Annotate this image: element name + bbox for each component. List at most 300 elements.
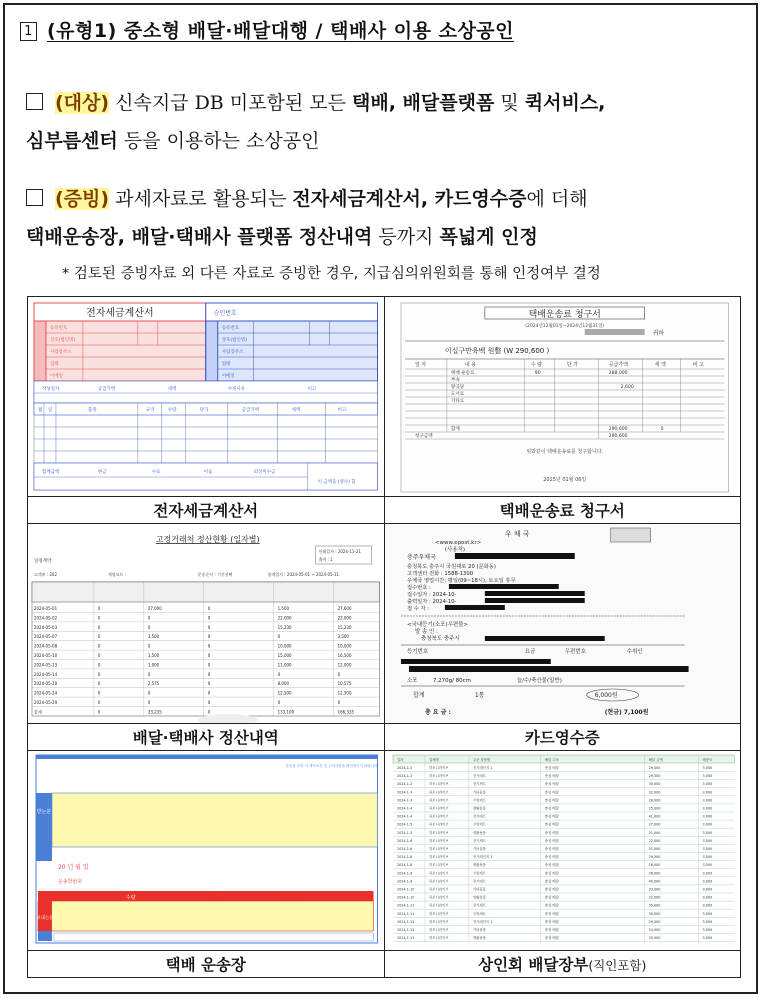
settlement-cell: 0: [97, 671, 101, 677]
ledger-cell: 하모니라이브: [428, 863, 448, 868]
svg-text:수표: 수표: [151, 469, 161, 476]
ledger-cell: 충청 배달: [544, 903, 559, 908]
svg-text:충주우체국: 충주우체국: [406, 553, 436, 562]
settlement-cell: 133,100: [277, 709, 295, 715]
svg-text:운임: 운임: [207, 894, 218, 902]
svg-text:늘/수/축산물(일반): 늘/수/축산물(일반): [516, 677, 562, 685]
svg-text:이메일: 이메일: [49, 373, 63, 380]
settlement-cell: 0: [147, 643, 151, 649]
ledger-cell: 충청 배달: [544, 838, 559, 843]
settlement-cell: 11,000: [277, 662, 292, 668]
svg-text:우 체 국: 우 체 국: [504, 529, 530, 539]
settlement-cell: 10,000: [337, 643, 352, 649]
settlement-cell: 0: [337, 699, 341, 706]
svg-text:충청북도 충주시 국원대로 20 (문화동): 충청북도 충주시 국원대로 20 (문화동): [406, 563, 496, 571]
svg-text:수정사유: 수정사유: [227, 386, 246, 393]
svg-text:(2024년12월01일~2024년12월31일): (2024년12월01일~2024년12월31일): [524, 323, 604, 330]
ledger-cell: 2024-1-4: [396, 814, 412, 819]
ledger-cell: 생활용품: [472, 936, 486, 941]
svg-text:2,600: 2,600: [620, 384, 634, 391]
ledger-cell: 생활용품: [472, 863, 486, 868]
ledger-header-cell: 업체명: [428, 757, 439, 763]
ledger-cell: 충청 배달: [544, 855, 559, 860]
settlement-cell: 0: [207, 681, 211, 687]
svg-text:고객센터 전화 : 1588-1300: 고객센터 전화 : 1588-1300: [406, 570, 473, 578]
ledger-cell: 2024-1-3: [396, 798, 412, 803]
settlement-cell: 0: [207, 643, 211, 649]
target-text: 등을 이용하는 소상공인: [117, 130, 320, 152]
card-receipt-image: [384, 524, 741, 724]
ledger-cell: 전기세트: [472, 838, 486, 843]
svg-text:단 가: 단 가: [566, 361, 578, 369]
svg-text:등록번호: 등록번호: [49, 325, 68, 332]
target-text: 및: [494, 92, 525, 114]
settlement-cell: 0: [207, 624, 211, 630]
delivery-bill-image: [384, 297, 741, 497]
settlement-cell: 16,500: [337, 652, 352, 659]
ledger-cell: 2024-1-2: [396, 774, 412, 779]
svg-text:상호(법인명): 상호(법인명): [221, 337, 247, 344]
ledger-cell: 22,000: [648, 895, 660, 900]
settlement-cell: 2024-05-20: [33, 681, 58, 687]
svg-text:총 요 금 :: 총 요 금 :: [424, 708, 451, 717]
ledger-cell: 35,000: [648, 903, 660, 908]
ledger-cell: 충청 배달: [544, 765, 559, 771]
settlement-cell: 0: [147, 671, 151, 677]
ledger-cell: 2024-1-11: [396, 911, 414, 916]
svg-text:운송순서 : 기간선택: 운송순서 : 기간선택: [197, 571, 233, 578]
svg-text:등기번호: 등기번호: [406, 648, 428, 656]
ledger-cell: 하모니라이브: [428, 871, 448, 876]
ledger-cell: 기타물품: [472, 887, 486, 892]
ledger-cell: 생활용품: [472, 806, 486, 811]
settlement-cell: 0: [97, 662, 101, 668]
ledger-cell: 2024-1-10: [396, 887, 414, 892]
ledger-cell: 31,000: [648, 846, 660, 852]
target-bold: 택배, 배달플랫폼: [352, 92, 495, 114]
ledger-cell: 충청 배달: [544, 846, 559, 852]
ledger-cell: 충청 배달: [544, 871, 559, 876]
ledger-cell: 2024-1-4: [396, 806, 412, 811]
ledger-cell: 20,000: [648, 936, 660, 941]
ledger-cell: 24,000: [648, 927, 660, 933]
proof-text: 등까지: [372, 226, 440, 248]
ledger-cell: 3,000: [702, 838, 712, 843]
svg-text:비 고: 비 고: [692, 361, 704, 369]
svg-text:우체국 영업시간: 평일(09~18시), 토요일 휴무: 우체국 영업시간: 평일(09~18시), 토요일 휴무: [406, 577, 516, 585]
ledger-cell: 3,000: [702, 782, 712, 787]
svg-text:단가: 단가: [199, 407, 209, 414]
settlement-cell: 3,500: [337, 634, 349, 640]
ledger-cell: 하모니라이브: [428, 927, 448, 933]
svg-text:(사용처): (사용처): [444, 546, 465, 554]
settlement-cell: 2024-05-24: [33, 690, 58, 696]
svg-text:이십구만육백 원整 (W 290,600 ): 이십구만육백 원整 (W 290,600 ): [444, 346, 549, 356]
ledger-cell: 18,000: [648, 863, 660, 868]
ledger-cell: 2024-1-13: [396, 936, 414, 941]
ledger-cell: 기타물품: [472, 927, 486, 933]
svg-text:업태: 업태: [49, 361, 59, 368]
svg-text:승인번호: 승인번호: [213, 309, 237, 318]
svg-text:세 액: 세 액: [654, 361, 666, 369]
svg-text:상호(법인명): 상호(법인명): [49, 337, 76, 344]
settlement-cell: 0: [147, 690, 151, 696]
waybill-image: [28, 751, 385, 951]
ledger-cell: 30,000: [648, 911, 660, 916]
svg-text:접수번호 :: 접수번호 :: [406, 584, 431, 592]
svg-text:수 량: 수 량: [530, 361, 542, 369]
section-heading: [20, 16, 514, 43]
ledger-cell: 29,500: [648, 855, 660, 860]
ledger-cell: 하모니라이브: [428, 887, 448, 892]
svg-text:현금: 현금: [97, 469, 107, 476]
tax-invoice-title: 전자세금계산서: [86, 307, 154, 320]
ledger-cell: 전기레인지 1: [472, 765, 492, 771]
svg-text:청구금액: 청구금액: [414, 433, 433, 440]
ledger-cell: 3,000: [702, 936, 712, 941]
ledger-cell: 충청 배달: [544, 822, 559, 827]
ledger-cell: 전기레인지 1: [472, 855, 492, 860]
ledger-cell: 28,000: [648, 798, 660, 803]
ledger-cell: 2024-1-3: [396, 790, 412, 795]
svg-text:정산방법: 정산방법: [283, 894, 303, 902]
svg-text:수량: 수량: [167, 407, 177, 414]
ledger-cell: 3,000: [702, 887, 712, 892]
svg-text:출력 : 1: 출력 : 1: [318, 556, 333, 563]
settlement-cell: 0: [207, 605, 211, 612]
ledger-header-cell: 배달 금액: [648, 757, 663, 763]
svg-text:90: 90: [534, 370, 541, 377]
settlement-cell: 1,500: [147, 652, 160, 659]
ledger-cell: 하모니라이브: [428, 830, 448, 835]
ledger-cell: 2024-1-9: [396, 879, 412, 884]
settlement-cell: 0: [97, 615, 101, 621]
proof-tag: (증빙): [55, 188, 110, 210]
ledger-cell: 전기세트: [472, 903, 486, 908]
settlement-cell: 2,575: [147, 681, 160, 687]
ledger-cell: 하모니라이브: [428, 895, 448, 900]
settlement-cell: 0: [97, 624, 101, 630]
settlement-cell: 0: [97, 699, 101, 706]
ledger-cell: 충청 배달: [544, 887, 559, 892]
svg-text:<www.epost.kr>: <www.epost.kr>: [434, 539, 481, 547]
svg-text:소포: 소포: [406, 677, 418, 685]
ledger-cell: 3,000: [702, 895, 712, 900]
card-receipt-thumbnail: [385, 524, 741, 723]
ledger-cell: 전기매트: [472, 879, 486, 884]
svg-text:규격: 규격: [145, 407, 155, 414]
ledger-cell: 충청 배달: [544, 782, 559, 787]
svg-text:충청북도 충주시: 충청북도 충주시: [420, 635, 460, 643]
svg-text:왕곡당: 왕곡당: [450, 384, 464, 391]
svg-text:내 용: 내 용: [464, 361, 476, 369]
settlement-cell: 0: [97, 709, 101, 715]
settlement-cell: 0: [97, 605, 101, 612]
ledger-cell: 21,000: [648, 830, 660, 835]
svg-text:합계: 합계: [412, 691, 425, 700]
ledger-cell: 충청 배달: [544, 936, 559, 941]
ledger-cell: 3,000: [702, 790, 712, 795]
settlement-cell: 0: [97, 643, 101, 649]
ledger-cell: 하모니라이브: [428, 919, 448, 924]
proof-bold: 폭넓게 인정: [439, 226, 538, 248]
svg-text:보내는분: 보내는분: [36, 915, 54, 922]
settlement-cell: 0: [277, 634, 281, 640]
settlement-cell: 합계: [33, 709, 42, 715]
caption-ledger-small: (직인포함): [588, 958, 647, 973]
ledger-cell: 3,000: [702, 863, 712, 868]
ledger-cell: 충청 배달: [544, 774, 559, 779]
ledger-cell: 충청 배달: [544, 798, 559, 803]
checkbox-icon: [26, 93, 43, 110]
svg-text:(현금) 7,100원: (현금) 7,100원: [604, 708, 648, 717]
svg-text:세액: 세액: [291, 407, 301, 414]
ledger-cell: 생활용품: [472, 895, 486, 900]
settlement-cell: 0: [147, 615, 151, 621]
ledger-cell: 40,000: [648, 879, 660, 884]
svg-text:일정계약: 일정계약: [33, 558, 52, 565]
settlement-cell: 0: [207, 634, 211, 640]
svg-text:부속: 부속: [450, 377, 460, 384]
svg-text:품목: 품목: [87, 407, 97, 414]
ledger-cell: 25,000: [648, 806, 660, 811]
settlement-cell: 2024-05-14: [33, 671, 58, 677]
target-paragraph: [26, 84, 751, 160]
settlement-cell: 27,600: [337, 605, 352, 612]
ledger-cell: 2024-1-12: [396, 919, 414, 924]
svg-text:1통: 1통: [474, 691, 484, 700]
svg-text:귀하: 귀하: [652, 329, 664, 338]
svg-text:택배운송료 청구서: 택배운송료 청구서: [528, 309, 601, 321]
svg-text:일: 일: [47, 407, 53, 414]
svg-text:요금: 요금: [524, 648, 535, 656]
settlement-cell: 0: [207, 662, 211, 668]
settlement-cell: 22,000: [277, 615, 292, 621]
settlement-cell: 0: [147, 624, 151, 630]
ledger-cell: 하모니라이브: [428, 782, 448, 787]
settlement-cell: 0: [277, 671, 281, 677]
svg-text:외상미수금: 외상미수금: [253, 469, 276, 476]
svg-text:인쇄일자 : 2024-11-21: 인쇄일자 : 2024-11-21: [318, 548, 361, 555]
settlement-cell: 0: [97, 634, 101, 640]
svg-text:이메일: 이메일: [221, 373, 235, 380]
caption-waybill: 택배 운송장: [28, 951, 385, 978]
settlement-image: [28, 524, 385, 724]
ledger-cell: 하모니라이브: [428, 838, 448, 843]
ledger-cell: 충청 배달: [544, 911, 559, 916]
svg-text:공급가액: 공급가액: [97, 386, 116, 393]
ledger-cell: 생활용품: [472, 830, 486, 835]
settlement-cell: 12,000: [337, 662, 352, 668]
ledger-cell: 2024-1-8: [396, 855, 412, 860]
svg-text:290,600: 290,600: [608, 433, 628, 440]
svg-text:우편번호: 우편번호: [564, 648, 586, 656]
settlement-cell: 0: [97, 690, 101, 696]
settlement-cell: 0: [97, 652, 101, 659]
ledger-cell: 29,500: [648, 774, 660, 779]
ledger-cell: 충청 배달: [544, 895, 559, 900]
proof-bold: 전자세금계산서, 카드영수증: [292, 188, 527, 210]
svg-text:0: 0: [660, 426, 664, 433]
settlement-cell: 2024-05-03: [33, 624, 58, 630]
svg-text:공급가액: 공급가액: [241, 407, 260, 414]
ledger-cell: 3,000: [702, 871, 712, 876]
ledger-cell: 3,000: [702, 774, 712, 779]
svg-text:이 금액을 (영수) 함: 이 금액을 (영수) 함: [317, 479, 356, 486]
ledger-cell: 32,000: [648, 790, 660, 795]
ledger-cell: 하모니라이브: [428, 846, 448, 852]
target-text: 신속지급 DB 미포함된 모든: [109, 92, 353, 114]
settlement-cell: 12,500: [337, 690, 352, 696]
svg-text:어음: 어음: [203, 469, 213, 476]
ledger-cell: 전기매트: [472, 774, 486, 779]
ledger-cell: 충청 배달: [544, 830, 559, 835]
settlement-cell: 15,230: [277, 624, 292, 630]
ledger-cell: 29,500: [648, 765, 660, 771]
ledger-cell: 3,000: [702, 927, 712, 933]
settlement-cell: 166,335: [337, 709, 355, 715]
settlement-cell: 2024-05-07: [33, 634, 58, 640]
ledger-cell: 3,000: [702, 798, 712, 803]
ledger-cell: 2024-1-10: [396, 895, 414, 900]
ledger-cell: 26,000: [648, 871, 660, 876]
ledger-cell: 3,000: [702, 903, 712, 908]
settlement-thumbnail: [28, 524, 384, 723]
ledger-cell: 전기매트: [472, 814, 486, 819]
svg-text:공급가액: 공급가액: [608, 361, 628, 369]
settlement-cell: 22,000: [337, 615, 352, 621]
ledger-cell: 30,000: [648, 782, 660, 787]
svg-text:<국내등기(소포)우편물>: <국내등기(소포)우편물>: [406, 621, 468, 629]
settlement-cell: 2024-05-29: [33, 699, 58, 706]
tax-invoice-image: [28, 297, 385, 497]
svg-text:비고: 비고: [307, 386, 317, 393]
ledger-cell: 충청 배달: [544, 919, 559, 924]
svg-text:2025년 01월 06일: 2025년 01월 06일: [542, 476, 586, 484]
ledger-cell: 기타물품: [472, 846, 486, 852]
ledger-cell: 41,000: [648, 814, 660, 819]
heading-text: (유형1) 중소형 배달·배달대행 / 택배사 이용 소상공인: [47, 20, 515, 42]
ledger-cell: 하모니라이브: [428, 790, 448, 795]
svg-text:도서료: 도서료: [450, 391, 464, 398]
svg-text:합계일자 : 2024-05-01 ~ 2024-05-31: 합계일자 : 2024-05-01 ~ 2024-05-31: [267, 571, 340, 578]
ledger-cell: 22,000: [648, 838, 660, 843]
ledger-cell: 3,000: [702, 855, 712, 860]
ledger-cell: 충청 배달: [544, 927, 559, 933]
ledger-header-cell: 일자: [396, 757, 404, 763]
ledger-cell: 2024-1-2: [396, 765, 412, 771]
ledger-cell: 충청 배달: [544, 806, 559, 811]
caption-ledger: [384, 951, 741, 978]
ledger-cell: 3,000: [702, 879, 712, 884]
svg-text:290,600: 290,600: [608, 426, 628, 433]
settlement-cell: 0: [97, 681, 101, 687]
svg-text:택배 운송료: 택배 운송료: [450, 370, 474, 377]
svg-text:발 송 인 :: 발 송 인 :: [414, 628, 438, 636]
ledger-cell: 2024-1-12: [396, 927, 414, 933]
settlement-cell: 8,000: [277, 681, 290, 687]
ledger-cell: 3,000: [702, 919, 712, 924]
caption-tax-invoice: 전자세금계산서: [28, 497, 385, 524]
svg-text:기타료: 기타료: [450, 398, 464, 405]
tax-invoice-thumbnail: [28, 297, 384, 496]
caption-ledger-text: 상인회 배달장부: [478, 956, 589, 974]
ledger-cell: 하모니라이브: [428, 814, 448, 819]
svg-text:등록번호: 등록번호: [221, 325, 240, 332]
ledger-cell: 주방세트: [472, 911, 486, 916]
ledger-cell: 33,000: [648, 887, 660, 892]
svg-text:계정코드 :: 계정코드 :: [107, 571, 126, 578]
ledger-cell: 3,000: [702, 765, 712, 771]
svg-text:7,270g/ 80cm: 7,270g/ 80cm: [432, 677, 471, 685]
ledger-cell: 전기세트: [472, 782, 486, 787]
ledger-cell: 하모니라이브: [428, 765, 448, 771]
settlement-cell: 10,000: [277, 643, 292, 649]
ledger-cell: 전기레인지 1: [472, 919, 492, 924]
svg-text:20 년 월 일: 20 년 월 일: [57, 863, 89, 872]
settlement-cell: 2024-05-10: [33, 652, 58, 659]
ledger-cell: 2024-1-6: [396, 838, 412, 843]
ledger-cell: 하모니라이브: [428, 855, 448, 860]
ledger-cell: 충청 배달: [544, 814, 559, 819]
target-tag: (대상): [55, 92, 110, 114]
ledger-cell: 3,000: [702, 806, 712, 811]
svg-text:세액: 세액: [167, 386, 177, 393]
ledger-cell: 하모니라이브: [428, 936, 448, 941]
svg-text:288,000: 288,000: [608, 370, 628, 377]
settlement-cell: 0: [277, 699, 281, 706]
heading-number-box: 1: [20, 22, 37, 41]
ledger-cell: 3,000: [702, 911, 712, 916]
ledger-header-cell: 주문 상품명: [472, 757, 490, 763]
settlement-cell: 2024-05-02: [33, 615, 58, 621]
ledger-cell: 2024-1-11: [396, 903, 414, 908]
caption-card-receipt: 카드영수증: [384, 724, 741, 751]
delivery-bill-thumbnail: [385, 297, 741, 496]
ledger-cell: 충청 배달: [544, 790, 559, 795]
ledger-cell: 하모니라이브: [428, 798, 448, 803]
ledger-thumbnail: [385, 751, 741, 950]
ledger-cell: 2024-1-8: [396, 863, 412, 868]
settlement-cell: 0: [207, 652, 211, 659]
proof-text: 과세자료로 활용되는: [109, 188, 293, 210]
target-bold: 심부름센터: [26, 130, 118, 152]
svg-text:받는분: 받는분: [36, 808, 52, 816]
ledger-cell: 하모니라이브: [428, 774, 448, 779]
settlement-cell: 0: [207, 671, 211, 677]
settlement-cell: 33,235: [147, 709, 162, 715]
proof-paragraph: [26, 180, 751, 256]
ledger-cell: 3,000: [702, 822, 712, 827]
ledger-cell: 충청 배달: [544, 879, 559, 884]
settlement-cell: 1,500: [277, 605, 290, 612]
ledger-cell: 하모니라이브: [428, 911, 448, 916]
svg-text:일 자: 일 자: [414, 361, 426, 369]
settlement-cell: 0: [147, 699, 151, 706]
svg-text:수량: 수량: [125, 894, 136, 902]
ledger-cell: 하모니라이브: [428, 879, 448, 884]
ledger-cell: 2024-1-9: [396, 871, 412, 876]
ledger-cell: 기타물품: [472, 790, 486, 795]
svg-text:월: 월: [37, 407, 43, 414]
evidence-grid: [27, 296, 741, 978]
svg-text:고정거래처 정산현황 (일자별): 고정거래처 정산현황 (일자별): [155, 534, 260, 545]
settlement-cell: 12,500: [277, 690, 292, 696]
svg-text:합계: 합계: [450, 426, 460, 433]
ledger-cell: 2024-1-2: [396, 782, 412, 787]
svg-text:접수일자 : 2024-10-: 접수일자 : 2024-10-: [406, 591, 456, 599]
svg-text:출력일자 : 2024-10-: 출력일자 : 2024-10-: [406, 598, 456, 606]
